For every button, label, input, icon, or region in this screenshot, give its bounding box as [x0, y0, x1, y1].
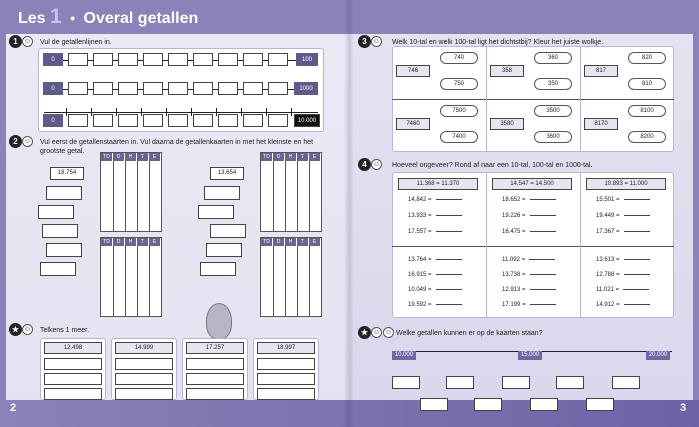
answer-box[interactable] [200, 262, 236, 276]
answer-line[interactable] [623, 289, 649, 290]
example-row: 11.368 = 11.370 [398, 178, 478, 190]
answer-box[interactable] [40, 262, 76, 276]
answer-box[interactable] [115, 358, 173, 370]
answer-line[interactable] [530, 274, 556, 275]
header-cell: T [297, 153, 309, 161]
round-value: 13.613 [596, 257, 615, 263]
answer-box[interactable] [143, 53, 163, 66]
answer-box[interactable] [193, 114, 213, 127]
answer-box[interactable] [268, 82, 288, 95]
answer-box[interactable] [218, 53, 238, 66]
line-start: 0 [43, 114, 63, 127]
header-cell: H [125, 238, 137, 246]
round-value: 19.226 [502, 213, 521, 219]
line-end: 100 [296, 53, 318, 66]
eq-sign: = [428, 229, 432, 235]
example-q: 10.893 [604, 181, 623, 187]
example-row: 14.547 = 14.500 [492, 178, 572, 190]
answer-box[interactable] [243, 53, 263, 66]
answer-card[interactable] [556, 376, 584, 389]
smiley-icon: ☺ [372, 161, 381, 168]
answer-box[interactable] [44, 358, 102, 370]
round-value: 10.049 [408, 287, 427, 293]
round-value: 17.199 [502, 302, 521, 308]
answer-box[interactable] [46, 186, 82, 200]
smiley-icon: ☺ [23, 326, 32, 333]
round-value: 11.021 [596, 287, 614, 293]
column-line [297, 161, 298, 231]
answer-box[interactable] [44, 388, 102, 400]
tick [166, 108, 167, 116]
line-end: 10.000 [294, 114, 320, 127]
round-value: 13.933 [408, 213, 427, 219]
answer-box[interactable] [243, 82, 263, 95]
answer-box[interactable] [206, 243, 242, 257]
lesson-prefix: Les [18, 10, 46, 27]
column-line [309, 161, 310, 231]
answer-card[interactable] [420, 398, 448, 411]
round-row [596, 272, 650, 278]
answer-box[interactable] [118, 114, 138, 127]
column-line [273, 161, 274, 231]
round-row [502, 302, 556, 308]
header-cell: TD [101, 238, 113, 246]
round-number: 746 [396, 65, 430, 77]
eq-sign: = [428, 302, 432, 308]
answer-box[interactable] [218, 114, 238, 127]
eq-sign: = [522, 229, 526, 235]
line-mid: 15.000 [518, 351, 542, 360]
example-a: 11.000 [629, 181, 648, 187]
smiley-icon: ☺ [384, 329, 393, 336]
eq-sign: = [616, 229, 620, 235]
round-row [596, 257, 650, 263]
exercise-instruction: Vul de getallenlijnen in. [40, 39, 112, 46]
answer-box[interactable] [186, 358, 244, 370]
lesson-name: Overal getallen [83, 10, 199, 27]
count-start: 18.997 [257, 342, 315, 354]
answer-box[interactable] [168, 82, 188, 95]
round-row [502, 272, 556, 278]
header-cell: E [309, 153, 321, 161]
answer-line[interactable] [436, 231, 462, 232]
eq-sign: = [615, 287, 620, 293]
column-line [149, 161, 150, 231]
round-value: 14.912 [596, 302, 615, 308]
column-line [149, 246, 150, 316]
exercise-instruction: Telkens 1 meer. [40, 327, 90, 334]
answer-line[interactable] [530, 289, 556, 290]
table-header [261, 153, 321, 161]
answer-box[interactable] [257, 373, 315, 385]
smiley-icon: ☺ [23, 38, 32, 45]
round-value: 15.501 [596, 197, 615, 203]
exercise-4-panel [392, 172, 674, 318]
answer-box[interactable] [257, 358, 315, 370]
answer-line[interactable] [624, 304, 650, 305]
eq-sign: = [522, 197, 526, 203]
bullet-icon: • [70, 10, 76, 26]
tick [266, 108, 267, 116]
answer-box[interactable] [193, 53, 213, 66]
column-line [113, 246, 114, 316]
line-start: 0 [43, 82, 63, 95]
answer-box[interactable] [93, 53, 113, 66]
smiley-icon: ☺ [372, 329, 381, 336]
answer-line[interactable] [530, 304, 556, 305]
answer-box[interactable] [115, 373, 173, 385]
answer-box[interactable] [243, 114, 263, 127]
round-value: 11.092 [502, 257, 520, 263]
round-value: 12.788 [596, 272, 615, 278]
column-line [285, 161, 286, 231]
header-cell: TD [261, 153, 273, 161]
place-value-table[interactable] [100, 237, 162, 317]
page-number-right: 3 [680, 402, 687, 414]
round-value: 14.842 [408, 197, 427, 203]
header-cell: T [137, 238, 149, 246]
tick [116, 108, 117, 116]
answer-card[interactable] [502, 376, 530, 389]
round-row [596, 213, 650, 219]
exercise-badge: 1 [9, 35, 22, 48]
tick [91, 108, 92, 116]
column-line [125, 161, 126, 231]
answer-box[interactable] [218, 82, 238, 95]
eq-sign: = [428, 272, 432, 278]
cloud-option[interactable]: 3600 [534, 131, 572, 143]
header-cell: H [285, 238, 297, 246]
exercise-instruction: Hoeveel ongeveer? Rond af naar een 10-tal, 100-tal en 1000-tal. [392, 162, 593, 169]
divider [392, 99, 674, 100]
divider [580, 46, 581, 152]
eq-sign: = [522, 287, 526, 293]
answer-box[interactable] [210, 224, 246, 238]
round-number: 8170 [584, 118, 618, 130]
place-value-table[interactable] [260, 152, 322, 232]
answer-box[interactable] [168, 114, 188, 127]
answer-box[interactable] [143, 82, 163, 95]
round-value: 13.764 [408, 257, 427, 263]
cloud-option[interactable]: 750 [440, 78, 478, 90]
exercise-instruction: Welk 10-tal en welk 100-tal ligt het dichtstbij? Kleur het juiste wolkje. [392, 39, 604, 46]
right-sidebar [693, 34, 699, 427]
answer-box[interactable] [204, 186, 240, 200]
eq-sign: = [616, 257, 620, 263]
round-row [408, 197, 462, 203]
eq-sign: = [616, 213, 620, 219]
column-line [273, 246, 274, 316]
round-row [502, 257, 555, 263]
column-line [309, 246, 310, 316]
header-cell: E [149, 153, 161, 161]
lesson-title [18, 5, 198, 29]
round-value: 19.449 [596, 213, 615, 219]
round-row [596, 229, 650, 235]
eq-sign: = [616, 302, 620, 308]
eq-sign: = [522, 302, 526, 308]
example-a: 14.500 [535, 181, 554, 187]
round-value: 19.592 [408, 302, 427, 308]
answer-box[interactable] [93, 114, 113, 127]
eq-sign: = [428, 197, 432, 203]
round-row [408, 302, 462, 308]
header-cell: D [273, 153, 285, 161]
divider [486, 172, 487, 318]
answer-line[interactable] [530, 215, 556, 216]
eq-sign: = [428, 287, 432, 293]
answer-card[interactable] [586, 398, 614, 411]
line-start: 0 [43, 53, 63, 66]
eq-sign: = [522, 272, 526, 278]
answer-card[interactable] [612, 376, 640, 389]
exercise-instruction: Welke getallen kunnen er op de kaarten staan? [396, 330, 543, 337]
eq-sign: = [521, 257, 526, 263]
round-row [596, 287, 649, 293]
answer-box[interactable] [198, 205, 234, 219]
column-line [285, 246, 286, 316]
header-cell: TD [261, 238, 273, 246]
header-cell: H [285, 153, 297, 161]
smiley-icon: ☺ [23, 138, 32, 145]
answer-box[interactable] [42, 224, 78, 238]
round-number: 3580 [490, 118, 524, 130]
answer-line[interactable] [436, 274, 462, 275]
round-number: 358 [490, 65, 524, 77]
answer-box[interactable] [186, 373, 244, 385]
round-row [502, 287, 556, 293]
round-row [408, 257, 462, 263]
eq-sign: = [428, 257, 432, 263]
star-badge: ★ [9, 323, 22, 336]
mascot-icon [206, 303, 232, 339]
round-row [596, 197, 650, 203]
header-cell: H [125, 153, 137, 161]
round-row [408, 272, 462, 278]
count-start: 14.999 [115, 342, 173, 354]
answer-box[interactable] [268, 114, 288, 127]
start-card: 18.754 [50, 167, 84, 180]
answer-line[interactable] [436, 215, 462, 216]
count-start: 17.257 [186, 342, 244, 354]
answer-card[interactable] [474, 398, 502, 411]
eq-sign: = [616, 272, 620, 278]
round-number: 7460 [396, 118, 430, 130]
column-line [125, 246, 126, 316]
left-sidebar [0, 34, 6, 427]
exercise-badge: 4 [358, 158, 371, 171]
line-start: 10.000 [392, 351, 416, 360]
cloud-option[interactable]: 7500 [440, 105, 478, 117]
answer-box[interactable] [44, 373, 102, 385]
number-line [44, 112, 318, 113]
answer-box[interactable] [168, 53, 188, 66]
cloud-option[interactable]: 7400 [440, 131, 478, 143]
answer-line[interactable] [624, 259, 650, 260]
answer-box[interactable] [38, 205, 74, 219]
answer-box[interactable] [257, 388, 315, 400]
column-line [137, 246, 138, 316]
cloud-option[interactable]: 350 [534, 78, 572, 90]
answer-box[interactable] [68, 53, 88, 66]
round-value: 12.913 [502, 287, 521, 293]
round-value: 17.557 [408, 229, 427, 235]
table-header [101, 238, 161, 246]
example-a: 11.370 [441, 181, 460, 187]
answer-box[interactable] [68, 114, 88, 127]
column-line [297, 246, 298, 316]
divider [392, 246, 674, 247]
round-value: 13.738 [502, 272, 521, 278]
eq-sign: = [522, 213, 526, 219]
header-cell: TD [101, 153, 113, 161]
star-badge: ★ [358, 326, 371, 339]
header-cell: D [113, 238, 125, 246]
answer-line[interactable] [529, 259, 555, 260]
exercise-badge: 2 [9, 135, 22, 148]
line-end: 20.000 [646, 351, 670, 360]
round-row [408, 213, 462, 219]
eq-sign: = [428, 213, 432, 219]
cloud-option[interactable]: 810 [628, 78, 666, 90]
answer-line[interactable] [530, 199, 556, 200]
table-header [101, 153, 161, 161]
header-cell: T [297, 238, 309, 246]
answer-box[interactable] [68, 82, 88, 95]
header-cell: E [149, 238, 161, 246]
cloud-option[interactable]: 820 [628, 52, 666, 64]
round-value: 17.367 [596, 229, 615, 235]
cloud-option[interactable]: 3500 [534, 105, 572, 117]
tick [66, 108, 67, 116]
divider [486, 46, 487, 152]
round-value: 16.475 [502, 229, 521, 235]
answer-line[interactable] [624, 199, 650, 200]
example-q: 11.368 [416, 181, 435, 187]
answer-card[interactable] [446, 376, 474, 389]
cloud-option[interactable]: 360 [534, 52, 572, 64]
answer-card[interactable] [392, 376, 420, 389]
answer-line[interactable] [624, 231, 650, 232]
example-row: 10.893 = 11.000 [586, 178, 666, 190]
header-cell: D [273, 238, 285, 246]
lesson-number: 1 [50, 5, 62, 28]
answer-box[interactable] [93, 82, 113, 95]
cloud-option[interactable]: 8200 [628, 131, 666, 143]
start-card: 13.654 [210, 167, 244, 180]
smiley-icon: ☺ [372, 38, 381, 45]
tick [291, 108, 292, 116]
round-row [408, 229, 462, 235]
round-row [408, 287, 462, 293]
answer-box[interactable] [143, 114, 163, 127]
answer-card[interactable] [530, 398, 558, 411]
answer-line[interactable] [436, 304, 462, 305]
round-row [502, 213, 556, 219]
answer-box[interactable] [118, 82, 138, 95]
header-cell: D [113, 153, 125, 161]
answer-line[interactable] [624, 274, 650, 275]
round-row [596, 302, 650, 308]
answer-box[interactable] [46, 243, 82, 257]
page-number-left: 2 [10, 402, 17, 414]
answer-box[interactable] [268, 53, 288, 66]
answer-box[interactable] [115, 388, 173, 400]
header-cell: E [309, 238, 321, 246]
exercise-badge: 3 [358, 35, 371, 48]
tick [141, 108, 142, 116]
round-number: 817 [584, 65, 618, 77]
cloud-option[interactable]: 740 [440, 52, 478, 64]
round-value: 18.652 [502, 197, 521, 203]
answer-box[interactable] [118, 53, 138, 66]
table-header [261, 238, 321, 246]
answer-line[interactable] [530, 231, 556, 232]
tick [241, 108, 242, 116]
round-value: 16.915 [408, 272, 427, 278]
cloud-option[interactable]: 8100 [628, 105, 666, 117]
column-line [113, 161, 114, 231]
column-line [137, 161, 138, 231]
page-fold [344, 0, 354, 427]
round-row [502, 197, 556, 203]
divider [580, 172, 581, 318]
answer-box[interactable] [193, 82, 213, 95]
answer-line[interactable] [436, 199, 462, 200]
exercise-instruction: Vul eerst de getallenstaarten in. Vul daarna de getallenkaarten in met het kleinste en het grootste getal. [40, 139, 314, 155]
header-cell: T [137, 153, 149, 161]
example-q: 14.547 [510, 181, 529, 187]
tick [216, 108, 217, 116]
answer-line[interactable] [624, 215, 650, 216]
count-start: 12.498 [44, 342, 102, 354]
tick [191, 108, 192, 116]
answer-line[interactable] [436, 259, 462, 260]
eq-sign: = [616, 197, 620, 203]
round-row [502, 229, 556, 235]
answer-line[interactable] [436, 289, 462, 290]
line-end: 1000 [294, 82, 318, 95]
answer-box[interactable] [186, 388, 244, 400]
place-value-table[interactable] [260, 237, 322, 317]
place-value-table[interactable] [100, 152, 162, 232]
